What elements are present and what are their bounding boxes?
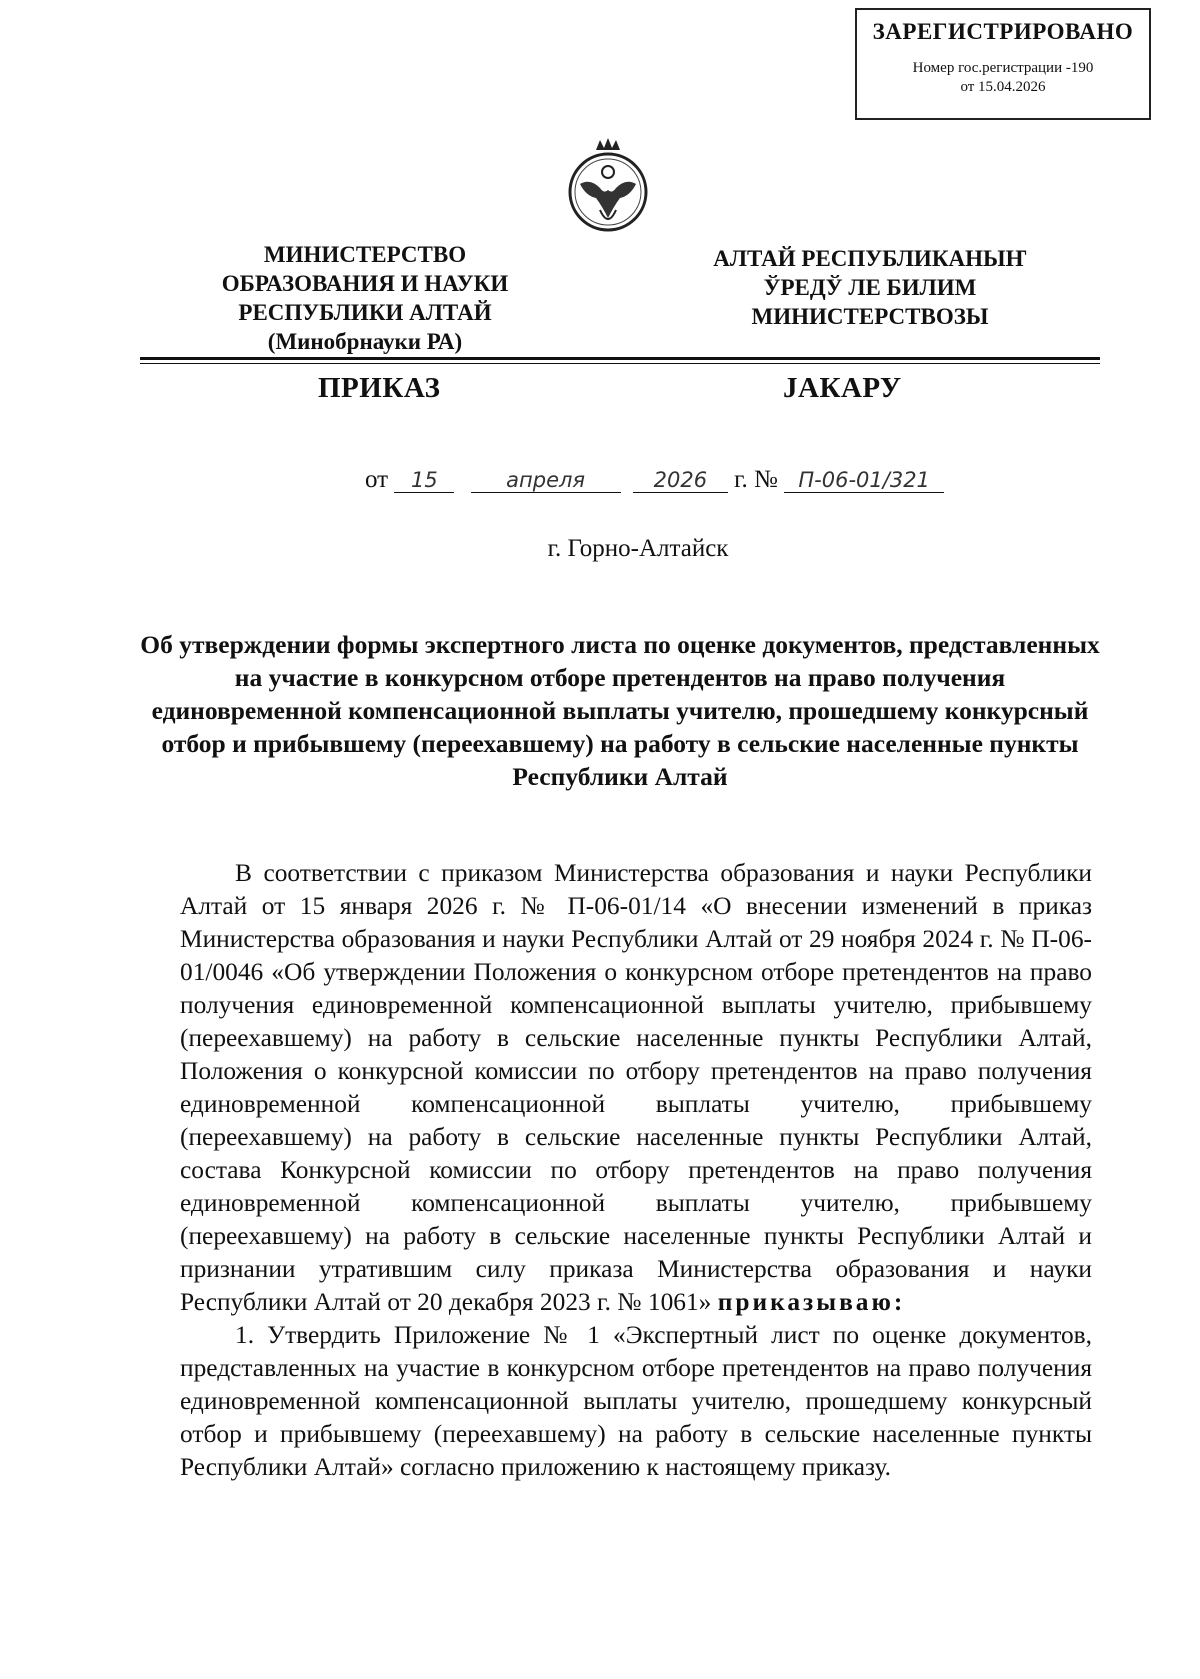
org-left-line-1: МИНИСТЕРСТВО — [263, 242, 467, 267]
preamble-paragraph — [180, 857, 1092, 1319]
org-left-line-3: РЕСПУБЛИКИ АЛТАЙ — [238, 300, 492, 325]
org-left-line-4: (Минобрнауки РА) — [267, 329, 463, 354]
org-right-line-2: ЎРЕДЎ ЛЕ БИЛИМ — [763, 275, 977, 300]
item-1-paragraph: 1. Утвердить Приложение № 1 «Экспертный лист по оценке документов, представленных на участие в конкурсном отборе претендентов на право получения единовременной компенсационной выплаты учителю, прошедшему конкурсный отбор и прибывшему (переехавшему) на работу в сельские населенные пункты Республики Алтай» согласно приложению к настоящему приказу. — [180, 1321, 1092, 1481]
registration-stamp — [855, 8, 1151, 120]
order-word: приказываю: — [717, 1288, 906, 1316]
handwritten-year: 2026 — [633, 468, 728, 493]
date-number-line — [365, 466, 944, 494]
handwritten-order-number: П-06-01/321 — [784, 468, 944, 493]
doc-type-altai: JАКАРУ — [783, 372, 902, 404]
handwritten-month: апреля — [471, 468, 621, 493]
number-prefix: г. № — [734, 466, 778, 493]
coat-of-arms-emblem — [566, 132, 650, 238]
handwritten-day: 15 — [394, 468, 454, 493]
org-left-line-2: ОБРАЗОВАНИЯ И НАУКИ — [221, 271, 509, 296]
org-right-line-1: АЛТАЙ РЕСПУБЛИКАНЫҤ — [713, 246, 1027, 271]
order-title: Об утверждении формы экспертного листа по оценке документов, представленных на участие в конкурсном отборе претендентов на право получения единовременной компенсационной выплаты учителю, прошедшему конкурсный отбор и прибывшему (переехавшему) на работу в сельские населенные пункты Республики Алтай — [140, 630, 1100, 791]
header-divider-thick — [140, 357, 1100, 360]
stamp-reg-date: от 15.04.2026 — [960, 79, 1046, 95]
stamp-reg-number: Номер гос.регистрации -190 — [912, 60, 1094, 76]
doc-type-russian: ПРИКАЗ — [318, 372, 441, 404]
stamp-title: ЗАРЕГИСТРИРОВАНО — [872, 19, 1134, 44]
order-body — [180, 857, 1092, 1484]
org-right-line-3: МИНИСТЕРСТВОЗЫ — [751, 304, 989, 329]
ministry-name-altai — [690, 244, 1050, 331]
preamble-text: В соответствии с приказом Министерства образования и науки Республики Алтай от 15 января 2026 г. № П-06-01/14 «О внесении изменений в приказ Министерства образования и науки Республики Алтай от 29 ноября 2024 г. № П-06-01/0046 «Об утверждении Положения о конкурсном отборе претендентов на право получения единовременной компенсационной выплаты учителю, прибывшему (переехавшему) на работу в сельские населенные пункты Республики Алтай, Положения о конкурсной комиссии по отбору претендентов на право получения единовременной компенсационной выплаты учителю, прибывшему (переехавшему) на работу в сельские населенные пункты Республики Алтай, состава Конкурсной комиссии по отбору претендентов на право получения единовременной компенсационной выплаты учителю, прибывшему (переехавшему) на работу в сельские населенные пункты Республики Алтай и признании утратившим силу приказа Министерства образования и науки Республики Алтай от 20 декабря 2023 г. № 1061» — [180, 859, 1092, 1316]
city-name: г. Горно-Алтайск — [547, 535, 729, 562]
date-prefix: от — [365, 466, 389, 493]
header-divider-thin — [140, 363, 1100, 364]
ministry-name-russian — [180, 240, 550, 356]
